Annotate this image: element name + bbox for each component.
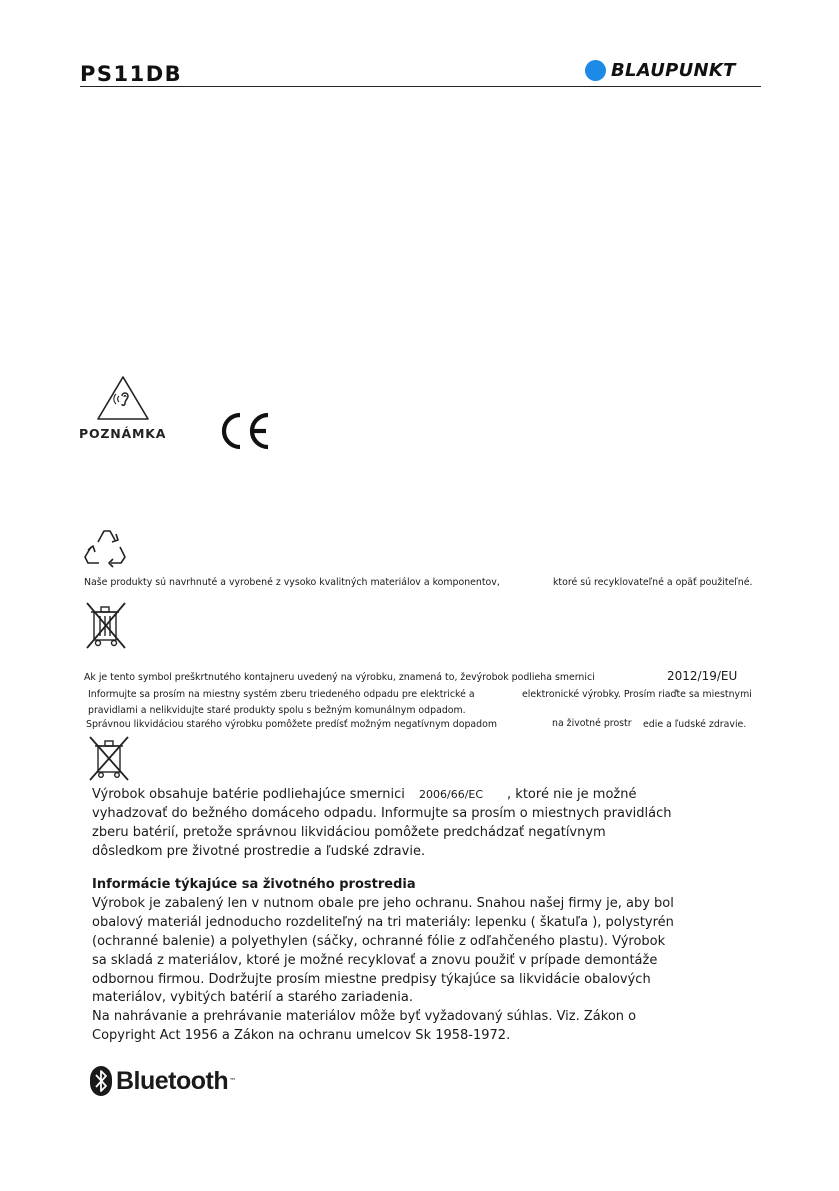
weee-text-4a: Správnou likvidáciou starého výrobku pomôžete predísť možným negatívnym dopadom (86, 719, 497, 730)
battery-text-1b: , ktoré nie je možné (507, 787, 637, 802)
header-rule (80, 86, 761, 87)
brand-name: BLAUPUNKT (611, 59, 736, 81)
environment-heading: Informácie týkajúce sa životného prostredia (92, 877, 416, 892)
battery-text-3: zberu batérií, pretože správnou likvidáciou pomôžete predchádzať negatívnym (92, 824, 606, 840)
bluetooth-icon (90, 1066, 112, 1096)
battery-text-1a: Výrobok obsahuje batérie podliehajúce smernici (92, 787, 405, 802)
battery-text-2: vyhadzovať do bežného domáceho odpadu. Informujte sa prosím o miestnych pravidlách (92, 805, 672, 821)
environment-line: Copyright Act 1956 a Zákon na ochranu umelcov Sk 1958-1972. (92, 1028, 511, 1044)
brand-dot-icon (585, 60, 606, 81)
crossed-out-battery-bin-icon (87, 734, 131, 782)
bluetooth-tm: ™ (229, 1077, 237, 1085)
bluetooth-logo (90, 1066, 236, 1096)
environment-section (92, 876, 674, 1046)
battery-directive: 2006/66/EC (419, 788, 484, 801)
weee-text-4c: edie a ľudské zdravie. (643, 719, 747, 730)
bluetooth-wordmark: Bluetooth (116, 1066, 229, 1095)
hearing-warning-icon (95, 374, 151, 422)
brand-logo (585, 58, 736, 82)
environment-line: sa skladá z materiálov, ktoré je možné recyklovať a znovu použiť v prípade demontáže (92, 952, 658, 968)
note-label: POZNÁMKA (79, 426, 167, 441)
battery-text-4: dôsledkom pre životné prostredie a ľudské zdravie. (92, 843, 426, 859)
environment-line: odbornou firmou. Dodržujte prosím miestne predpisy týkajúce sa likvidácie obalových (92, 971, 651, 987)
environment-line: (ochranné balenie) a polyethylen (sáčky, ochranné fólie z odľahčeného plastu). Výrobok (92, 933, 666, 949)
recycle-text-1: Naše produkty sú navrhnuté a vyrobené z vysoko kvalitných materiálov a komponentov, (84, 577, 500, 588)
model-name: PS11DB (80, 62, 183, 86)
weee-text-2a: Informujte sa prosím na miestny systém zberu triedeného odpadu pre elektrické a (88, 689, 475, 700)
weee-text-2b: elektronické výrobky. Prosím riaďte sa miestnymi (522, 689, 752, 700)
recycle-icon (83, 526, 127, 568)
weee-directive: 2012/19/EU (667, 669, 738, 683)
weee-text-4b: na životné prostr (552, 718, 632, 729)
environment-line: Výrobok je zabalený len v nutnom obale pre jeho ochranu. Snahou našej firmy je, aby bol (92, 895, 674, 911)
recycle-text-2: ktoré sú recyklovateľné a opäť použiteľné. (553, 577, 753, 588)
ce-mark-icon (216, 412, 272, 450)
weee-text-3: pravidlami a nelikvidujte staré produkty spolu s bežným komunálnym odpadom. (88, 705, 466, 716)
environment-line: obalový materiál jednoducho rozdeliteľný na tri materiály: lepenku ( škatuľa ), polystyrén (92, 914, 674, 930)
environment-line: Na nahrávanie a prehrávanie materiálov môže byť vyžadovaný súhlas. Viz. Zákon o (92, 1009, 637, 1025)
crossed-out-bin-icon (84, 600, 128, 650)
battery-paragraph (92, 786, 672, 862)
weee-text-1: Ak je tento symbol preškrtnutého kontajneru uvedený na výrobku, znamená to, ževýrobok podlieha smernici (84, 672, 595, 683)
environment-line: materiálov, vybitých batérií a starého zariadenia. (92, 990, 413, 1006)
